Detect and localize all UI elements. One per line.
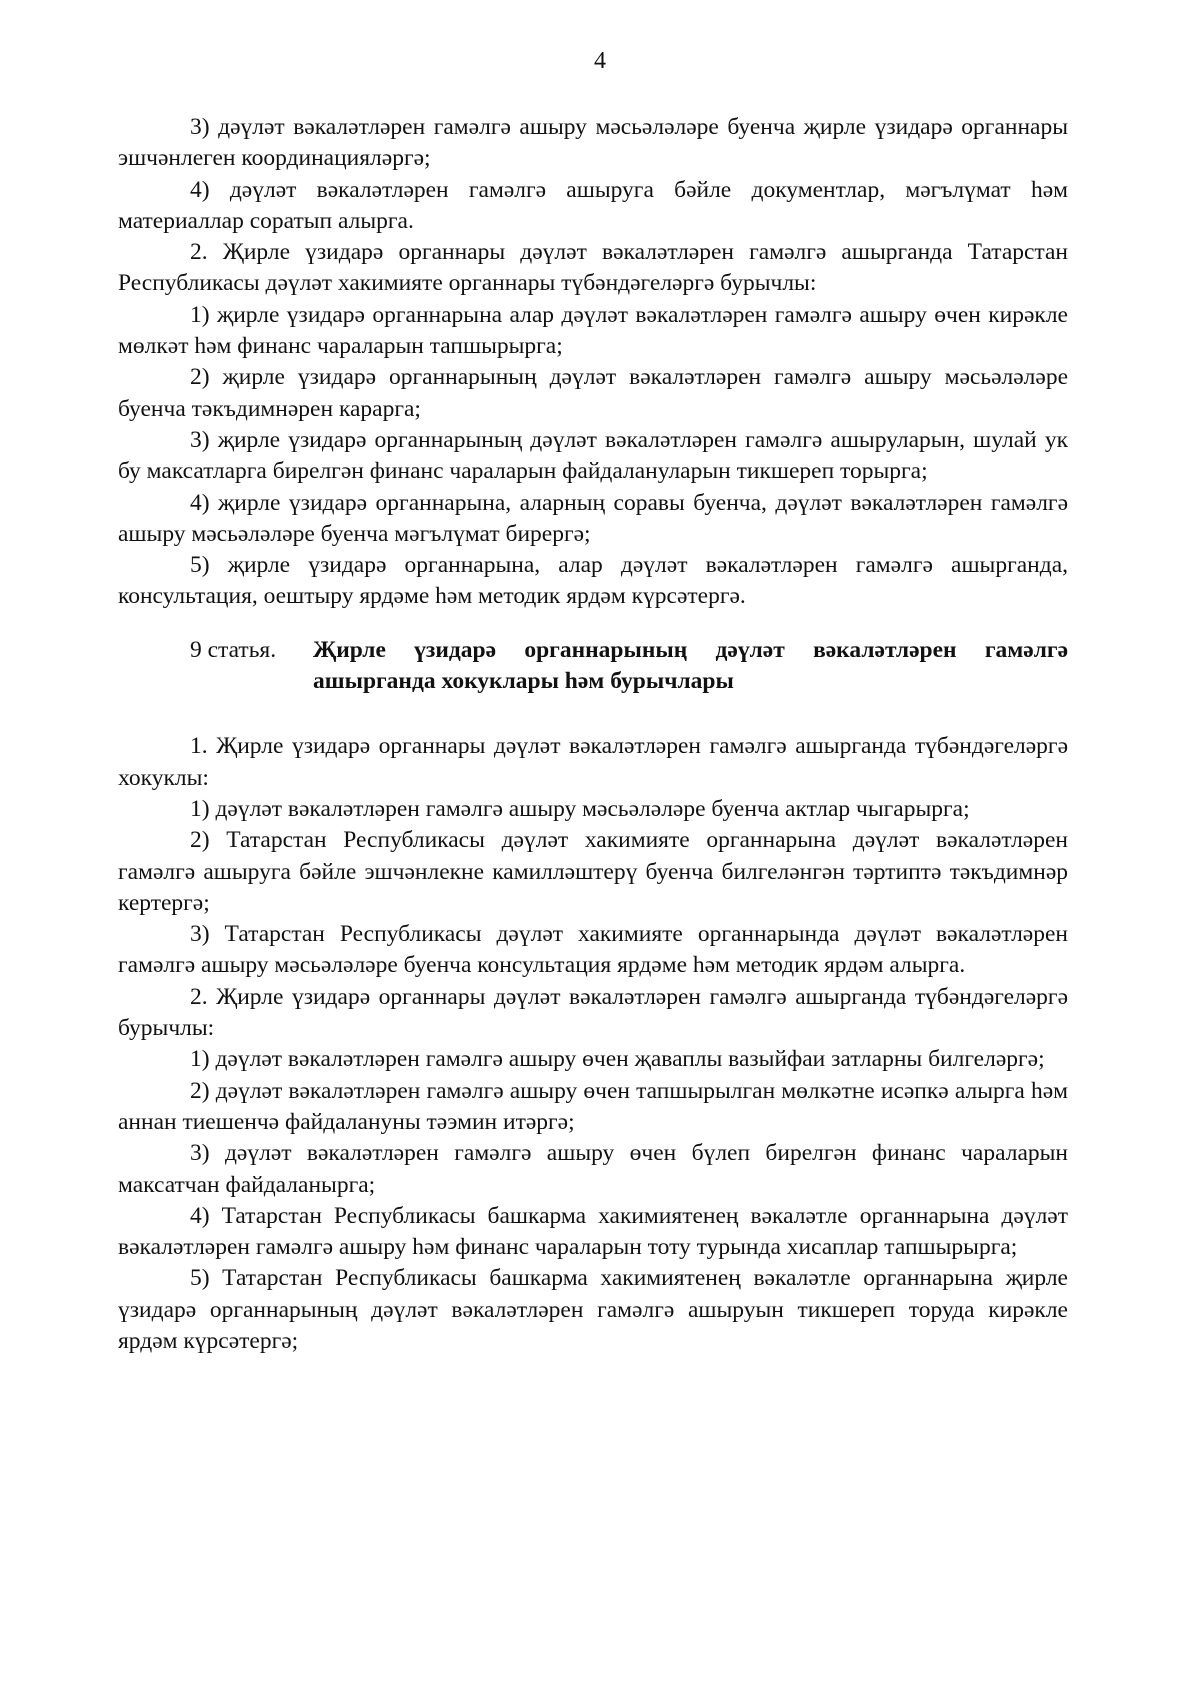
paragraph: 5) җирле үзидарә органнарына, алар дәүләт вәкаләтләрен гамәлгә ашырганда, консультация, оештыру ярдәме һәм методик ярдәм күрсәтергә.	[118, 552, 1068, 610]
paragraph: 5) Татарстан Республикасы башкарма хакимиятенең вәкаләтле органнарына җирле үзидарә органнарының дәүләт вәкаләтләрен гамәлгә ашыруын тикшереп торуда кирәкле ярдәм күрсәтергә;	[118, 1265, 1068, 1354]
document-body	[118, 112, 1068, 1357]
paragraph: 4) дәүләт вәкаләтләрен гамәлгә ашыруга бәйле документлар, мәгълүмат һәм материаллар соратып алырга.	[118, 176, 1068, 234]
paragraph: 3) дәүләт вәкаләтләрен гамәлгә ашыру өчен бүлеп бирелгән финанс чараларын максатчан файдаланырга;	[118, 1140, 1068, 1198]
paragraph: 1) дәүләт вәкаләтләрен гамәлгә ашыру мәсьәләләре буенча актлар чыгарырга;	[190, 795, 970, 822]
paragraph: 1. Җирле үзидарә органнары дәүләт вәкаләтләрен гамәлгә ашырганда түбәндәгеләргә хокуклы:	[118, 733, 1068, 791]
paragraph: 2) Татарстан Республикасы дәүләт хакимияте органнарына дәүләт вәкаләтләрен гамәлгә ашыруга бәйле эшчәнлекне камилләштерү буенча билгеләнгән тәртиптә тәкъдимнәр кертергә;	[118, 827, 1068, 916]
paragraph: 4) Татарстан Республикасы башкарма хакимиятенең вәкаләтле органнарына дәүләт вәкаләтләрен гамәлгә ашыру һәм финанс чараларын тоту турында хисаплар тапшырырга;	[118, 1202, 1068, 1261]
paragraph: 2) дәүләт вәкаләтләрен гамәлгә ашыру өчен тапшырылган мөлкәтне исәпкә алырга һәм аннан тиешенчә файдалануны тәэмин итәргә;	[118, 1077, 1068, 1135]
paragraph: 2. Җирле үзидарә органнары дәүләт вәкаләтләрен гамәлгә ашырганда түбәндәгеләргә бурычлы:	[118, 983, 1068, 1042]
paragraph: 1) дәүләт вәкаләтләрен гамәлгә ашыру өчен җаваплы вазыйфаи затларны билгеләргә;	[190, 1046, 1045, 1073]
paragraph: 3) җирле үзидарә органнарының дәүләт вәкаләтләрен гамәлгә ашыруларын, шулай ук бу максатларга бирелгән финанс чараларын файдалануларын тикшереп торырга;	[118, 426, 1068, 485]
paragraph: 2) җирле үзидарә органнарының дәүләт вәкаләтләрен гамәлгә ашыру мәсьәләләре буенча тәкъдимнәрен карарга;	[118, 364, 1068, 422]
article-title: Җирле үзидарә органнарының дәүләт вәкаләтләрен гамәлгә ашырганда хокуклары һәм бурычлары	[313, 636, 1068, 695]
article-number: 9 статья.	[190, 636, 277, 663]
paragraph: 4) җирле үзидарә органнарына, аларның соравы буенча, дәүләт вәкаләтләрен гамәлгә ашыру мәсьәләләре буенча мәгълүмат бирергә;	[118, 489, 1068, 547]
page-number: 4	[594, 48, 606, 74]
paragraph: 2. Җирле үзидарә органнары дәүләт вәкаләтләрен гамәлгә ашырганда Татарстан Республикасы дәүләт хакимияте органнары түбәндәгеләргә бурычлы:	[118, 239, 1068, 297]
paragraph: 3) дәүләт вәкаләтләрен гамәлгә ашыру мәсьәләләре буенча җирле үзидарә органнары эшчәнлеген координацияләргә;	[118, 114, 1068, 172]
paragraph: 1) җирле үзидарә органнарына алар дәүләт вәкаләтләрен гамәлгә ашыру өчен кирәкле мөлкәт һәм финанс чараларын тапшырырга;	[118, 301, 1068, 360]
paragraph: 3) Татарстан Республикасы дәүләт хакимияте органнарында дәүләт вәкаләтләрен гамәлгә ашыру мәсьәләләре буенча консультация ярдәме һәм методик ярдәм алырга.	[118, 921, 1068, 979]
article-heading	[118, 635, 1068, 698]
